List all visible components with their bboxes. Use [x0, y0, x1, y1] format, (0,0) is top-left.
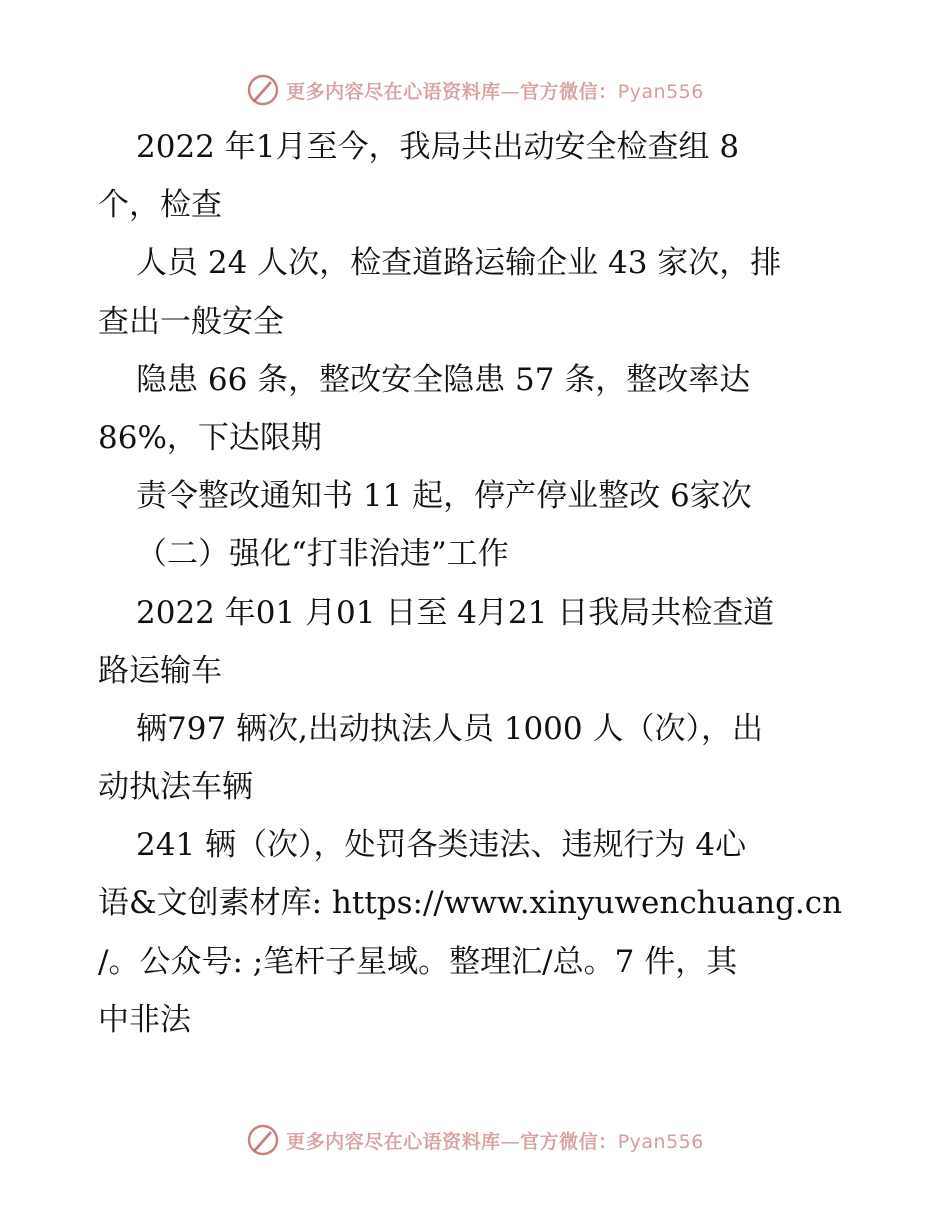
watermark-text	[286, 77, 704, 104]
quill-seal-icon	[246, 1123, 280, 1157]
watermark-wechat-id: Pyan556	[617, 80, 704, 103]
body-line: 个，检查	[98, 187, 222, 224]
body-text	[98, 118, 858, 1049]
watermark-label: 官方微信：	[520, 80, 618, 103]
quill-seal-icon	[246, 73, 280, 107]
footer-watermark	[0, 1120, 950, 1160]
body-line: 语&文创素材库: https://www.xinyuwenchuang.cn	[98, 885, 843, 922]
watermark-separator: —	[500, 1130, 521, 1153]
body-line: 查出一般安全	[98, 303, 284, 340]
watermark-separator: —	[500, 80, 521, 103]
body-line: 中非法	[98, 1001, 191, 1038]
watermark-label: 官方微信：	[520, 1130, 618, 1153]
watermark-text	[286, 1127, 704, 1154]
body-line: /。公众号: ;笔杆子星域。整理汇/总。7 件，其	[98, 943, 738, 980]
body-line: 隐患 66 条，整改安全隐患 57 条，整改率达	[136, 361, 751, 398]
body-line: 路运输车	[98, 652, 222, 689]
watermark-site: 更多内容尽在心语资料库	[286, 80, 501, 103]
body-line: 辆797 辆次,出动执法人员 1000 人（次），出	[136, 710, 763, 747]
body-line: 人员 24 人次，检查道路运输企业 43 家次，排	[136, 245, 782, 282]
watermark-site: 更多内容尽在心语资料库	[286, 1130, 501, 1153]
body-line: 86%，下达限期	[98, 419, 322, 456]
body-line: 责令整改通知书 11 起，停产停业整改 6家次	[136, 478, 752, 515]
watermark-wechat-id: Pyan556	[617, 1130, 704, 1153]
body-line: 2022 年1月至今，我局共出动安全检查组 8	[136, 129, 740, 165]
body-line: 241 辆（次），处罚各类违法、违规行为 4心	[136, 827, 747, 864]
header-watermark	[0, 70, 950, 110]
body-line: （二）强化“打非治违”工作	[136, 536, 509, 573]
body-line: 动执法车辆	[98, 769, 253, 806]
body-line: 2022 年01 月01 日至 4月21 日我局共检查道	[136, 594, 775, 631]
